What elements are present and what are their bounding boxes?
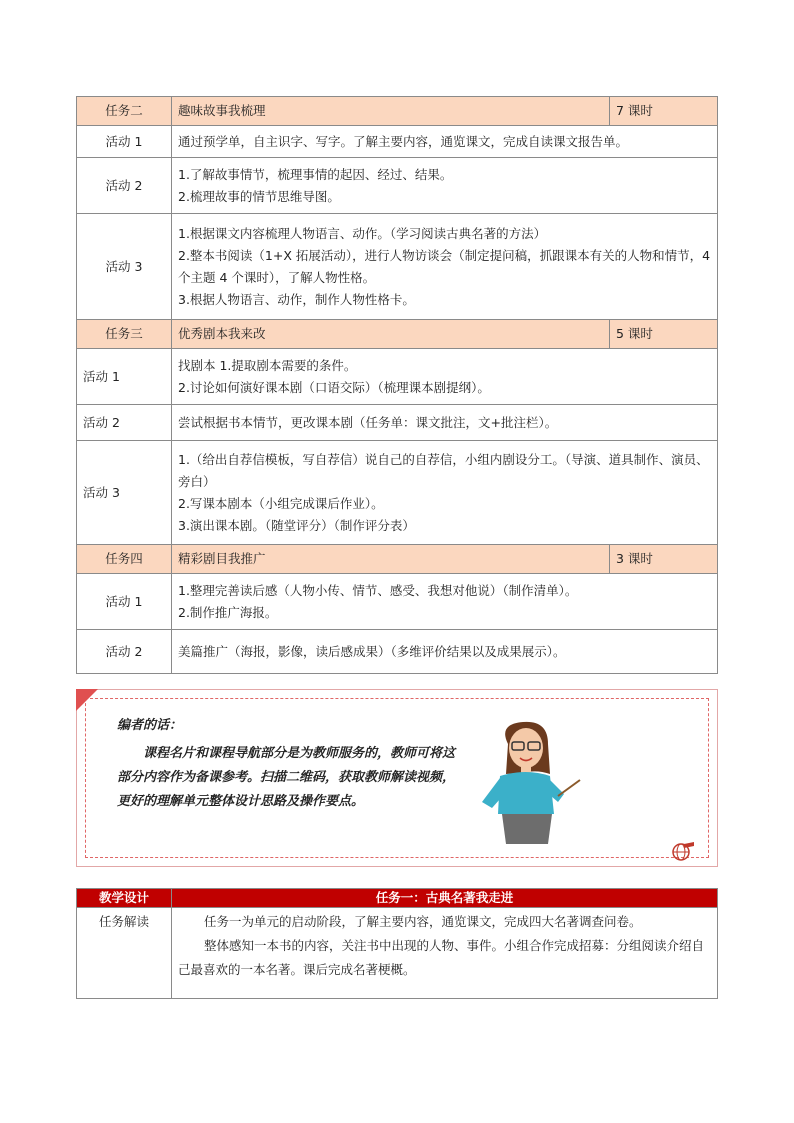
activity-row (77, 126, 718, 158)
activity-content (172, 441, 718, 545)
note-title: 编者的话： (117, 718, 183, 733)
activity-line: 2.梳理故事的情节思维导图。 (178, 188, 340, 204)
activity-content (172, 214, 718, 320)
activity-label: 活动 1 (77, 574, 172, 630)
note-corner-decoration (76, 689, 98, 711)
task-label: 任务四 (77, 545, 172, 574)
task-header-row (77, 320, 718, 349)
activity-content (172, 126, 718, 158)
activity-content (172, 630, 718, 674)
task-title: 趣味故事我梳理 (172, 97, 610, 126)
activity-content (172, 349, 718, 405)
activity-line: 2.写课本剧本（小组完成课后作业）。 (178, 495, 384, 511)
activity-line: 尝试根据书本情节，更改课本剧（任务单：课文批注，文+批注栏）。 (178, 414, 558, 430)
task-hours: 7 课时 (610, 97, 718, 126)
activity-line: 找剧本 1.提取剧本需要的条件。 (178, 357, 357, 373)
design-row-content (172, 908, 718, 999)
task-label: 任务三 (77, 320, 172, 349)
design-header-label: 教学设计 (77, 889, 172, 908)
design-header-title: 任务一：古典名著我走进 (172, 889, 718, 908)
activity-label: 活动 1 (77, 126, 172, 158)
activity-line: 2.整本书阅读（1+X 拓展活动），进行人物访谈会（制定提问稿，抓跟课本有关的人物和情节，4 个主题 4 个课时），了解人物性格。 (178, 247, 711, 285)
activity-row (77, 441, 718, 545)
design-paragraph: 整体感知一本书的内容，关注书中出现的人物、事件。小组合作完成招募：分组阅读介绍自己最喜欢的一本名著。课后完成名著梗概。 (178, 938, 705, 977)
teacher-illustration (468, 714, 588, 844)
editor-note-box (76, 689, 718, 867)
activity-line: 1.根据课文内容梳理人物语言、动作。（学习阅读古典名著的方法） (178, 225, 547, 241)
activity-line: 通过预学单，自主识字、写字。了解主要内容，通览课文，完成自读课文报告单。 (178, 133, 629, 149)
task-title: 精彩剧目我推广 (172, 545, 610, 574)
task-label: 任务二 (77, 97, 172, 126)
graduation-globe-icon (670, 840, 696, 862)
activity-label: 活动 1 (77, 349, 172, 405)
activity-row (77, 574, 718, 630)
activity-line: 2.讨论如何演好课本剧（口语交际）（梳理课本剧提纲）。 (178, 379, 490, 395)
task-header-row (77, 97, 718, 126)
activity-line: 1.了解故事情节，梳理事情的起因、经过、结果。 (178, 166, 453, 182)
activity-row (77, 405, 718, 441)
activity-content (172, 158, 718, 214)
activity-line: 2.制作推广海报。 (178, 604, 278, 620)
activity-row (77, 214, 718, 320)
activity-row (77, 349, 718, 405)
task-title: 优秀剧本我来改 (172, 320, 610, 349)
task-header-row (77, 545, 718, 574)
design-row (77, 908, 718, 999)
note-body: 课程名片和课程导航部分是为教师服务的，教师可将这部分内容作为备课参考。扫描二维码，获取教师解读视频，更好的理解单元整体设计思路及操作要点。 (117, 746, 456, 809)
activity-line: 1.整理完善读后感（人物小传、情节、感受、我想对他说）（制作清单）。 (178, 582, 578, 598)
unit-plan-table (76, 96, 718, 674)
activity-content (172, 405, 718, 441)
activity-line: 3.根据人物语言、动作，制作人物性格卡。 (178, 291, 415, 307)
activity-row (77, 158, 718, 214)
teaching-design-table (76, 888, 718, 999)
design-header-row (77, 889, 718, 908)
design-row-label: 任务解读 (77, 908, 172, 999)
activity-label: 活动 3 (77, 214, 172, 320)
activity-label: 活动 2 (77, 405, 172, 441)
activity-row (77, 630, 718, 674)
activity-line: 美篇推广（海报，影像，读后感成果）（多维评价结果以及成果展示）。 (178, 643, 566, 659)
activity-label: 活动 3 (77, 441, 172, 545)
activity-line: 1.（给出自荐信模板，写自荐信）说自己的自荐信，小组内剧设分工。（导演、道具制作、演员、旁白） (178, 451, 709, 489)
task-hours: 3 课时 (610, 545, 718, 574)
activity-label: 活动 2 (77, 630, 172, 674)
design-paragraph: 任务一为单元的启动阶段，了解主要内容，通览课文，完成四大名著调查问卷。 (204, 914, 642, 929)
activity-line: 3.演出课本剧。（随堂评分）（制作评分表） (178, 517, 415, 533)
activity-label: 活动 2 (77, 158, 172, 214)
activity-content (172, 574, 718, 630)
task-hours: 5 课时 (610, 320, 718, 349)
